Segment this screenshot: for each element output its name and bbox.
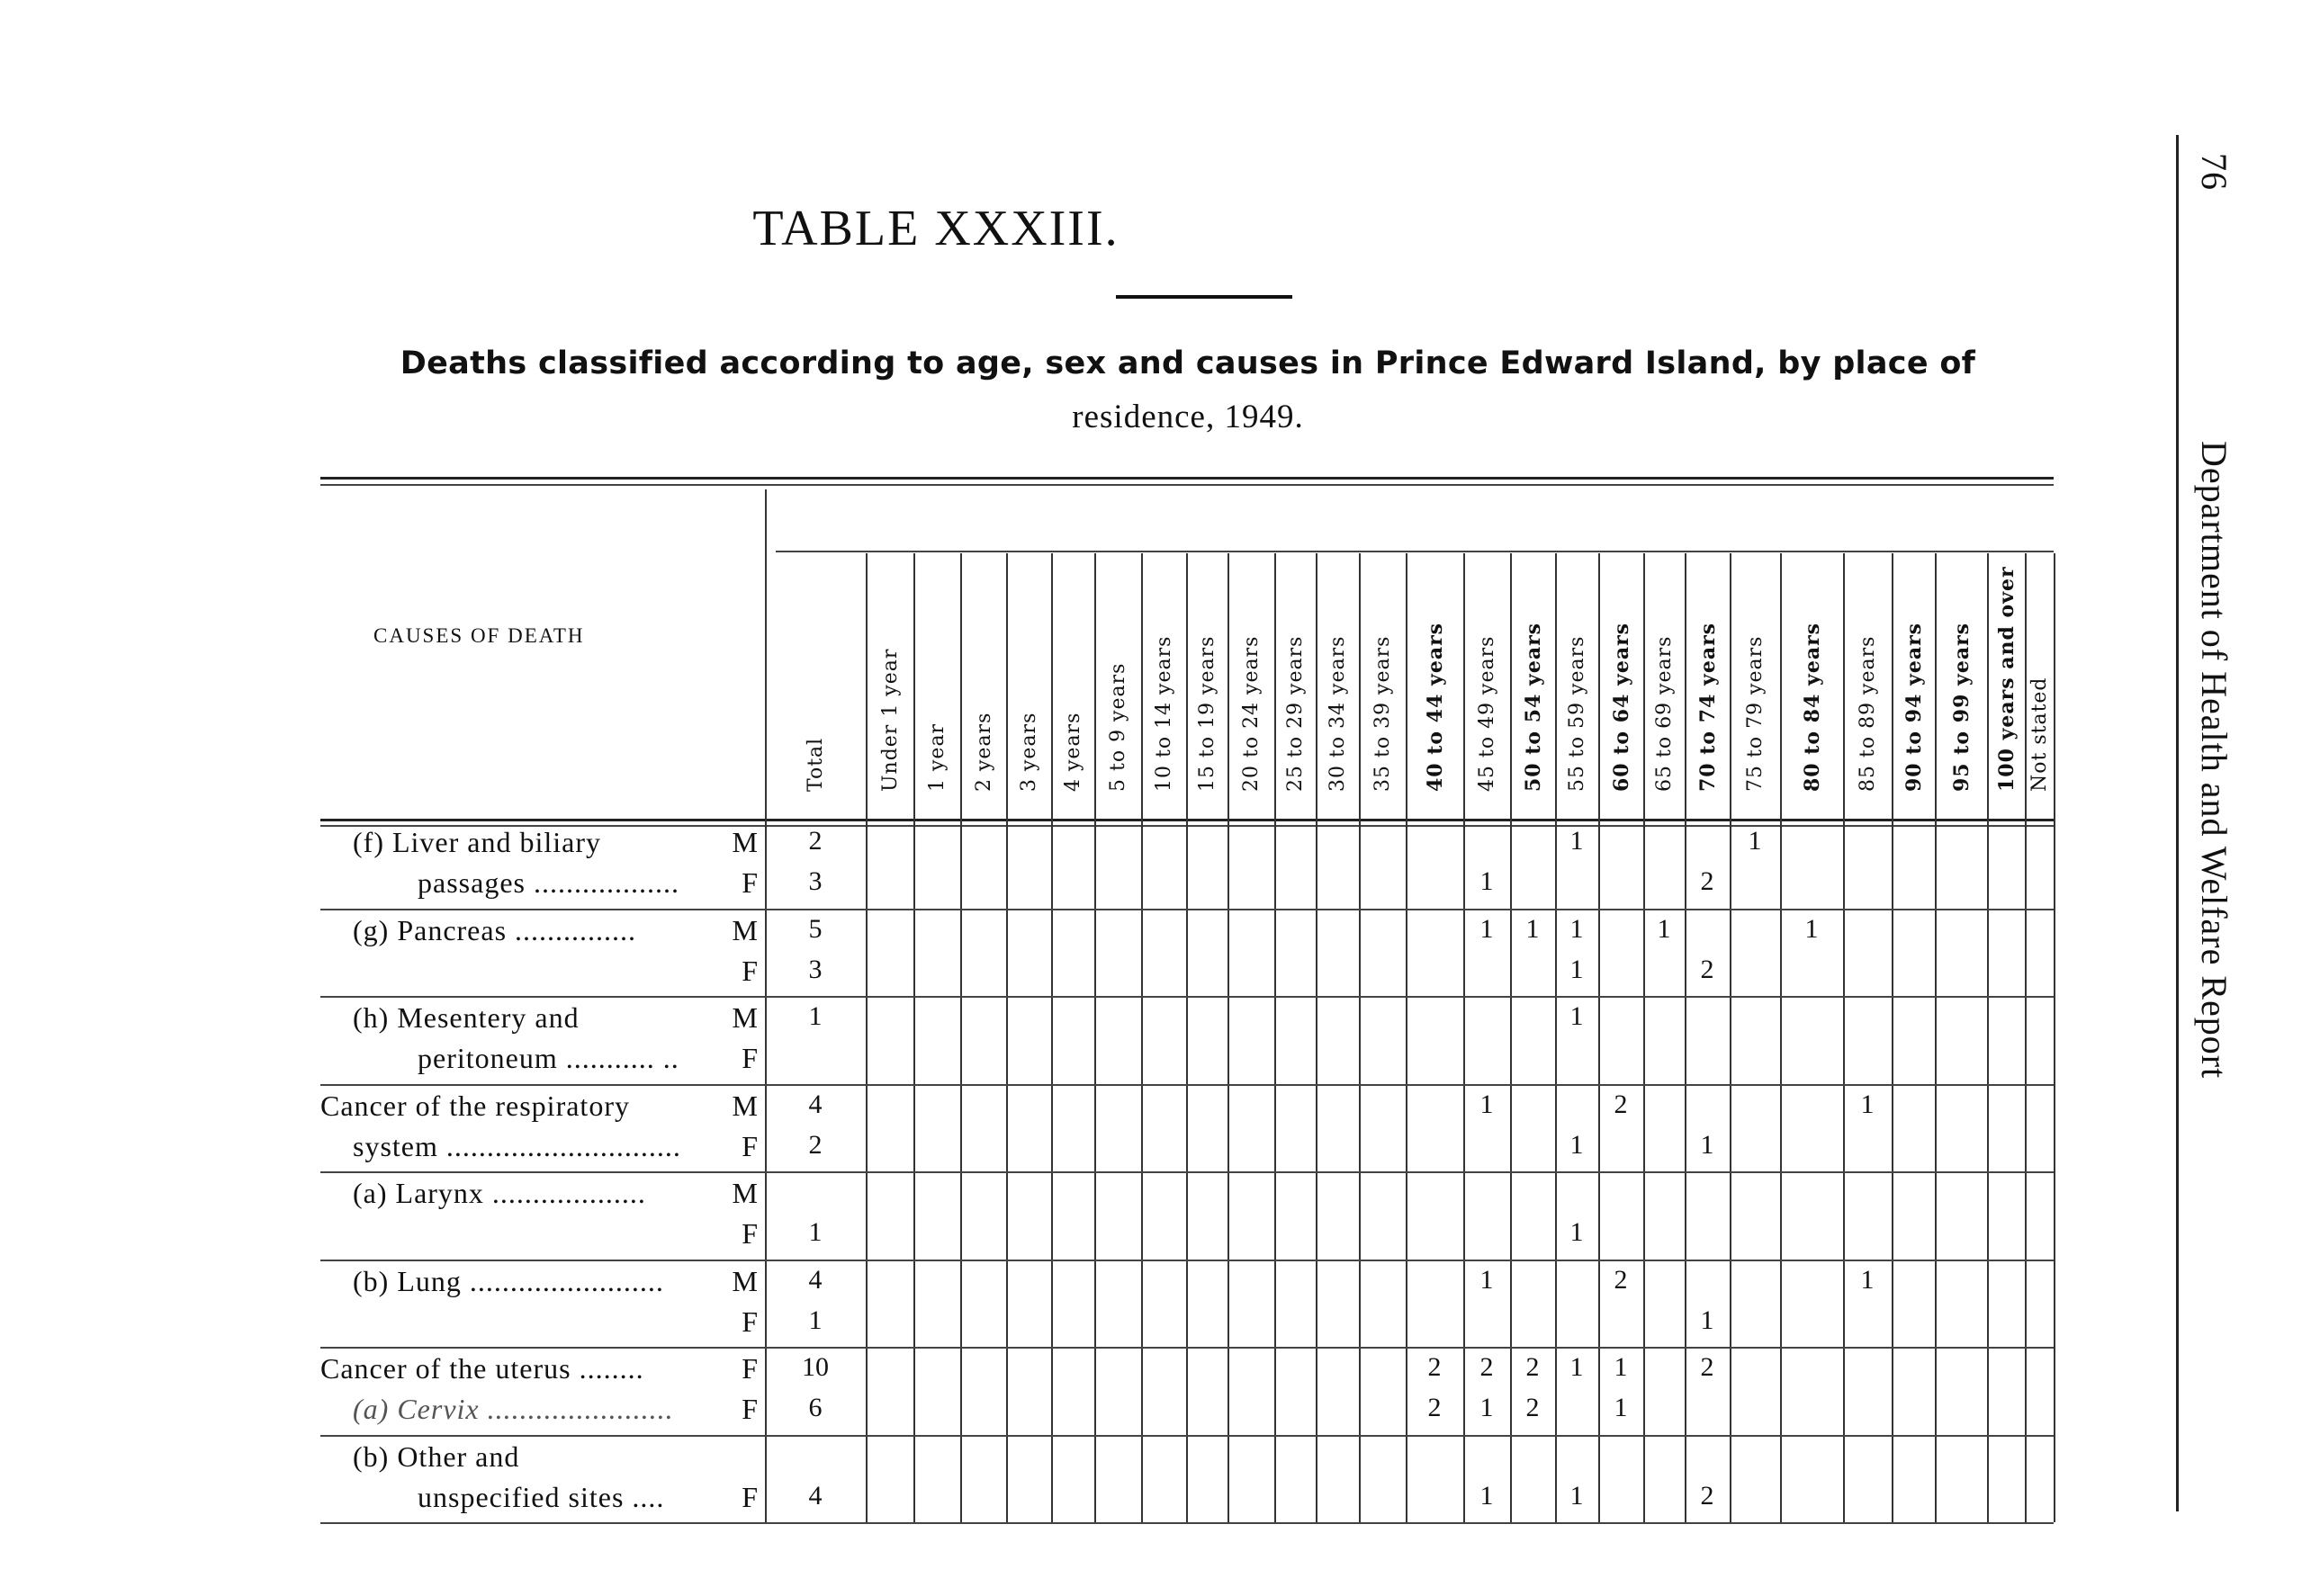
total-cell: 1 bbox=[808, 1305, 823, 1335]
data-cell: 2 bbox=[1479, 1352, 1494, 1382]
data-cell: 2 bbox=[1700, 1480, 1714, 1511]
data-cell: 2 bbox=[1614, 1264, 1628, 1295]
column-divider bbox=[1463, 553, 1465, 1522]
column-header: 50 to 54 years bbox=[1522, 622, 1545, 792]
row-label: unspecified sites .... bbox=[418, 1480, 665, 1513]
table-subtitle-line2: residence, 1949. bbox=[1072, 399, 1304, 435]
column-header: 25 to 29 years bbox=[1284, 635, 1307, 792]
column-divider bbox=[866, 553, 868, 1522]
row-label: peritoneum ........... .. bbox=[418, 1042, 679, 1074]
sex-label: F bbox=[742, 866, 758, 899]
data-cell: 1 bbox=[1479, 913, 1494, 944]
column-divider bbox=[960, 553, 962, 1522]
column-divider bbox=[1643, 553, 1645, 1522]
table-title: TABLE XXXIII. bbox=[752, 201, 1120, 256]
data-cell: 1 bbox=[1860, 1264, 1875, 1295]
total-cell: 5 bbox=[808, 913, 823, 944]
column-divider bbox=[1359, 553, 1361, 1522]
data-cell: 1 bbox=[1860, 1089, 1875, 1119]
row-divider bbox=[320, 1171, 2054, 1173]
column-header: 3 years bbox=[1018, 712, 1040, 792]
column-divider bbox=[1555, 553, 1557, 1522]
causes-column-divider bbox=[765, 489, 767, 1522]
data-cell: 1 bbox=[1614, 1352, 1628, 1382]
row-label: (h) Mesentery and bbox=[353, 1001, 580, 1034]
column-header: 80 to 84 years bbox=[1801, 622, 1824, 792]
total-cell: 4 bbox=[808, 1089, 823, 1119]
data-cell: 1 bbox=[1479, 1264, 1494, 1295]
row-divider bbox=[320, 909, 2054, 910]
column-divider bbox=[1685, 553, 1686, 1522]
sex-label: F bbox=[742, 954, 758, 987]
data-cell: 2 bbox=[1427, 1393, 1442, 1422]
total-cell: 2 bbox=[808, 826, 823, 856]
sex-label: F bbox=[742, 1393, 758, 1425]
data-cell: 2 bbox=[1700, 866, 1714, 896]
column-divider bbox=[1843, 553, 1845, 1522]
data-cell: 1 bbox=[1748, 826, 1762, 856]
column-header: Under 1 year bbox=[878, 648, 902, 792]
data-cell: 1 bbox=[1614, 1393, 1628, 1422]
row-divider bbox=[320, 996, 2054, 998]
column-header: 4 years bbox=[1062, 712, 1084, 792]
column-divider bbox=[2025, 553, 2027, 1522]
total-cell: 1 bbox=[808, 1217, 823, 1247]
data-cell: 2 bbox=[1525, 1393, 1540, 1422]
row-label: Cancer of the respiratory bbox=[320, 1089, 630, 1122]
data-cell: 1 bbox=[1569, 1001, 1584, 1031]
column-header: 75 to 79 years bbox=[1744, 635, 1767, 792]
row-label: (b) Lung ........................ bbox=[353, 1264, 664, 1297]
sex-label: F bbox=[742, 1217, 758, 1250]
row-label: passages .................. bbox=[418, 866, 679, 899]
data-cell: 1 bbox=[1479, 1393, 1494, 1422]
data-cell: 2 bbox=[1614, 1089, 1628, 1119]
column-divider bbox=[1510, 553, 1512, 1522]
column-divider bbox=[1892, 553, 1893, 1522]
sex-label: F bbox=[742, 1129, 758, 1162]
sex-label: F bbox=[742, 1305, 758, 1338]
column-divider bbox=[1987, 553, 1989, 1522]
top-rule-2 bbox=[320, 484, 2054, 486]
data-cell: 1 bbox=[1479, 1480, 1494, 1511]
column-divider bbox=[1227, 553, 1229, 1522]
sex-label: F bbox=[742, 1480, 758, 1513]
column-header: 30 to 34 years bbox=[1326, 635, 1349, 792]
data-cell: 2 bbox=[1525, 1352, 1540, 1382]
column-divider bbox=[913, 553, 915, 1522]
data-cell: 1 bbox=[1569, 954, 1584, 984]
column-header: 90 to 94 years bbox=[1902, 622, 1926, 792]
column-divider bbox=[1406, 553, 1407, 1522]
row-label: (g) Pancreas ............... bbox=[353, 913, 637, 946]
total-cell: 4 bbox=[808, 1264, 823, 1295]
total-cell: 2 bbox=[808, 1129, 823, 1160]
column-header: 95 to 99 years bbox=[1950, 622, 1974, 792]
total-cell: 6 bbox=[808, 1393, 823, 1422]
sex-label: M bbox=[732, 1001, 758, 1034]
column-header: 85 to 89 years bbox=[1857, 635, 1879, 792]
total-cell: 3 bbox=[808, 866, 823, 896]
column-header: 15 to 19 years bbox=[1196, 635, 1218, 792]
column-header: 1 year bbox=[926, 722, 949, 792]
data-cell: 1 bbox=[1525, 913, 1540, 944]
column-divider bbox=[1780, 553, 1782, 1522]
data-cell: 1 bbox=[1569, 1480, 1584, 1511]
column-header: 10 to 14 years bbox=[1153, 635, 1175, 792]
column-divider bbox=[1051, 553, 1053, 1522]
column-header: 40 to 44 years bbox=[1424, 622, 1447, 792]
column-divider bbox=[1316, 553, 1317, 1522]
causes-of-death-header: CAUSES OF DEATH bbox=[373, 624, 585, 647]
column-header: 100 years and over bbox=[1995, 566, 2019, 792]
column-header: 65 to 69 years bbox=[1653, 635, 1676, 792]
running-head-title: Department of Health and Welfare Report bbox=[2194, 441, 2235, 1080]
column-divider bbox=[1141, 553, 1143, 1522]
data-cell: 1 bbox=[1569, 1352, 1584, 1382]
column-header: 45 to 49 years bbox=[1476, 635, 1498, 792]
sex-label: M bbox=[732, 1177, 758, 1209]
top-rule bbox=[320, 477, 2054, 480]
data-cell: 1 bbox=[1569, 826, 1584, 856]
sex-label: F bbox=[742, 1352, 758, 1385]
data-cell: 1 bbox=[1479, 1089, 1494, 1119]
sex-label: M bbox=[732, 1264, 758, 1297]
row-divider bbox=[320, 1347, 2054, 1349]
column-header: Total bbox=[805, 737, 827, 792]
row-divider bbox=[320, 1435, 2054, 1437]
sex-label: F bbox=[742, 1042, 758, 1074]
row-label: (a) Cervix ....................... bbox=[353, 1393, 674, 1425]
data-cell: 1 bbox=[1700, 1305, 1714, 1335]
title-underline bbox=[1116, 295, 1292, 299]
column-divider bbox=[1274, 553, 1276, 1522]
column-header: 35 to 39 years bbox=[1371, 635, 1394, 792]
column-divider bbox=[1094, 553, 1096, 1522]
sex-label: M bbox=[732, 826, 758, 858]
column-divider bbox=[1935, 553, 1937, 1522]
total-cell: 3 bbox=[808, 954, 823, 984]
sex-label: M bbox=[732, 913, 758, 946]
running-head bbox=[2187, 153, 2241, 1430]
data-cell: 1 bbox=[1569, 1217, 1584, 1247]
column-header: 20 to 24 years bbox=[1240, 635, 1263, 792]
row-label: system ............................. bbox=[353, 1129, 681, 1162]
column-header: 2 years bbox=[972, 712, 995, 792]
data-cell: 2 bbox=[1700, 954, 1714, 984]
row-label: (b) Other and bbox=[353, 1439, 520, 1473]
data-cell: 1 bbox=[1569, 913, 1584, 944]
column-header: 5 to 9 years bbox=[1107, 662, 1129, 792]
column-header: Not stated bbox=[2028, 677, 2051, 792]
data-cell: 2 bbox=[1700, 1352, 1714, 1382]
column-header: 60 to 64 years bbox=[1610, 622, 1633, 792]
row-label: (f) Liver and biliary bbox=[353, 826, 601, 858]
column-divider bbox=[2054, 553, 2055, 1522]
row-divider bbox=[320, 1260, 2054, 1261]
data-cell: 1 bbox=[1479, 866, 1494, 896]
data-cell: 1 bbox=[1700, 1129, 1714, 1160]
total-cell: 4 bbox=[808, 1480, 823, 1511]
data-cell: 1 bbox=[1804, 913, 1819, 944]
margin-rule bbox=[2176, 135, 2179, 1511]
column-divider bbox=[1186, 553, 1188, 1522]
row-label: (a) Larynx ................... bbox=[353, 1177, 646, 1209]
column-divider bbox=[1598, 553, 1600, 1522]
row-label: Cancer of the uterus ........ bbox=[320, 1352, 644, 1385]
column-divider bbox=[1730, 553, 1731, 1522]
data-cell: 1 bbox=[1657, 913, 1671, 944]
column-divider bbox=[1006, 553, 1008, 1522]
header-subrule bbox=[776, 551, 2054, 552]
total-cell: 10 bbox=[802, 1352, 829, 1382]
total-cell: 1 bbox=[808, 1001, 823, 1031]
row-divider bbox=[320, 1084, 2054, 1086]
data-cell: 1 bbox=[1569, 1129, 1584, 1160]
sex-label: M bbox=[732, 1089, 758, 1122]
column-header: 55 to 59 years bbox=[1566, 635, 1588, 792]
column-header: 70 to 74 years bbox=[1696, 622, 1720, 792]
table-subtitle: Deaths classified according to age, sex and causes in Prince Edward Island, by place of bbox=[400, 345, 1976, 381]
data-cell: 2 bbox=[1427, 1352, 1442, 1382]
row-divider bbox=[320, 1522, 2054, 1524]
page-number: 76 bbox=[2194, 153, 2235, 191]
